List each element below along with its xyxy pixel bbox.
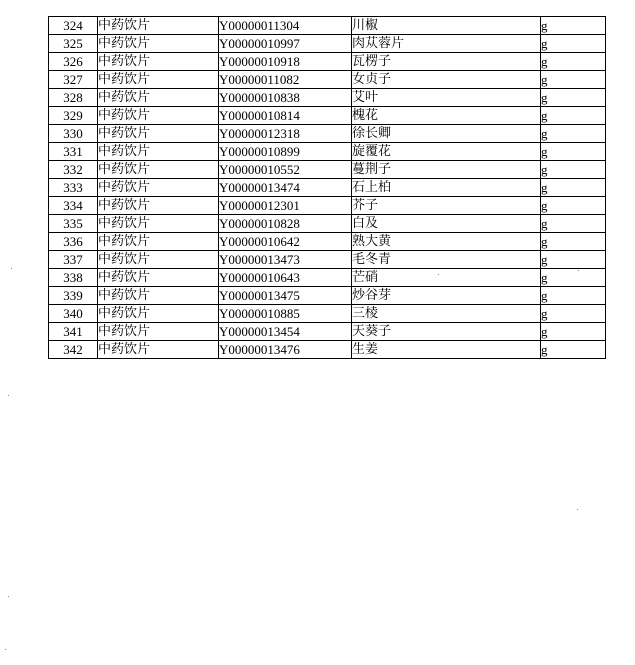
code-cell: Y00000010997 xyxy=(219,35,352,53)
table-row xyxy=(49,89,606,107)
code-cell: Y00000013474 xyxy=(219,179,352,197)
category-cell: 中药饮片 xyxy=(98,125,219,143)
unit-cell: g xyxy=(541,143,606,161)
code-cell: Y00000012301 xyxy=(219,197,352,215)
category-cell: 中药饮片 xyxy=(98,17,219,35)
unit-cell: g xyxy=(541,215,606,233)
table-row xyxy=(49,287,606,305)
unit-cell: g xyxy=(541,323,606,341)
herb-name-cell: 槐花 xyxy=(352,107,541,125)
code-cell: Y00000013475 xyxy=(219,287,352,305)
unit-cell: g xyxy=(541,197,606,215)
row-number-cell: 334 xyxy=(49,197,98,215)
row-number-cell: 324 xyxy=(49,17,98,35)
table-row xyxy=(49,305,606,323)
herb-name-cell: 女贞子 xyxy=(352,71,541,89)
table-row xyxy=(49,197,606,215)
table-row xyxy=(49,143,606,161)
category-cell: 中药饮片 xyxy=(98,251,219,269)
herb-name-cell: 芥子 xyxy=(352,197,541,215)
code-cell: Y00000010918 xyxy=(219,53,352,71)
row-number-cell: 333 xyxy=(49,179,98,197)
code-cell: Y00000013473 xyxy=(219,251,352,269)
herb-name-cell: 毛冬青 xyxy=(352,251,541,269)
row-number-cell: 330 xyxy=(49,125,98,143)
row-number-cell: 326 xyxy=(49,53,98,71)
unit-cell: g xyxy=(541,125,606,143)
row-number-cell: 338 xyxy=(49,269,98,287)
table-row xyxy=(49,125,606,143)
table-row xyxy=(49,233,606,251)
scan-speck xyxy=(438,274,439,275)
category-cell: 中药饮片 xyxy=(98,269,219,287)
herb-name-cell: 肉苁蓉片 xyxy=(352,35,541,53)
unit-cell: g xyxy=(541,17,606,35)
code-cell: Y00000010885 xyxy=(219,305,352,323)
code-cell: Y00000010552 xyxy=(219,161,352,179)
code-cell: Y00000010643 xyxy=(219,269,352,287)
code-cell: Y00000013454 xyxy=(219,323,352,341)
unit-cell: g xyxy=(541,107,606,125)
herb-name-cell: 徐长卿 xyxy=(352,125,541,143)
unit-cell: g xyxy=(541,53,606,71)
table-row xyxy=(49,323,606,341)
row-number-cell: 336 xyxy=(49,233,98,251)
row-number-cell: 327 xyxy=(49,71,98,89)
unit-cell: g xyxy=(541,233,606,251)
code-cell: Y00000010642 xyxy=(219,233,352,251)
herb-name-cell: 旋覆花 xyxy=(352,143,541,161)
herb-name-cell: 瓦楞子 xyxy=(352,53,541,71)
row-number-cell: 340 xyxy=(49,305,98,323)
unit-cell: g xyxy=(541,35,606,53)
unit-cell: g xyxy=(541,305,606,323)
row-number-cell: 335 xyxy=(49,215,98,233)
row-number-cell: 339 xyxy=(49,287,98,305)
table-row xyxy=(49,269,606,287)
category-cell: 中药饮片 xyxy=(98,161,219,179)
category-cell: 中药饮片 xyxy=(98,323,219,341)
code-cell: Y00000010828 xyxy=(219,215,352,233)
table-row xyxy=(49,341,606,359)
table-row xyxy=(49,71,606,89)
code-cell: Y00000012318 xyxy=(219,125,352,143)
category-cell: 中药饮片 xyxy=(98,53,219,71)
unit-cell: g xyxy=(541,71,606,89)
category-cell: 中药饮片 xyxy=(98,71,219,89)
code-cell: Y00000011304 xyxy=(219,17,352,35)
unit-cell: g xyxy=(541,251,606,269)
code-cell: Y00000010899 xyxy=(219,143,352,161)
category-cell: 中药饮片 xyxy=(98,305,219,323)
code-cell: Y00000013476 xyxy=(219,341,352,359)
herb-name-cell: 艾叶 xyxy=(352,89,541,107)
category-cell: 中药饮片 xyxy=(98,215,219,233)
table-row xyxy=(49,215,606,233)
herb-name-cell: 石上柏 xyxy=(352,179,541,197)
category-cell: 中药饮片 xyxy=(98,287,219,305)
scan-speck xyxy=(5,649,6,650)
unit-cell: g xyxy=(541,179,606,197)
unit-cell: g xyxy=(541,161,606,179)
category-cell: 中药饮片 xyxy=(98,107,219,125)
scan-speck xyxy=(8,395,9,396)
row-number-cell: 325 xyxy=(49,35,98,53)
herb-name-cell: 蔓荆子 xyxy=(352,161,541,179)
code-cell: Y00000010814 xyxy=(219,107,352,125)
table-row xyxy=(49,17,606,35)
row-number-cell: 328 xyxy=(49,89,98,107)
category-cell: 中药饮片 xyxy=(98,89,219,107)
unit-cell: g xyxy=(541,89,606,107)
herbal-pieces-table xyxy=(48,16,606,359)
table-row xyxy=(49,161,606,179)
herb-name-cell: 芒硝 xyxy=(352,269,541,287)
category-cell: 中药饮片 xyxy=(98,35,219,53)
row-number-cell: 337 xyxy=(49,251,98,269)
herb-name-cell: 白及 xyxy=(352,215,541,233)
scan-speck xyxy=(578,270,579,271)
row-number-cell: 329 xyxy=(49,107,98,125)
table-row xyxy=(49,35,606,53)
code-cell: Y00000011082 xyxy=(219,71,352,89)
table-row xyxy=(49,107,606,125)
category-cell: 中药饮片 xyxy=(98,197,219,215)
row-number-cell: 331 xyxy=(49,143,98,161)
table-row xyxy=(49,251,606,269)
herb-name-cell: 炒谷芽 xyxy=(352,287,541,305)
code-cell: Y00000010838 xyxy=(219,89,352,107)
table-row xyxy=(49,179,606,197)
row-number-cell: 342 xyxy=(49,341,98,359)
row-number-cell: 332 xyxy=(49,161,98,179)
scan-speck xyxy=(8,596,9,597)
category-cell: 中药饮片 xyxy=(98,143,219,161)
category-cell: 中药饮片 xyxy=(98,233,219,251)
row-number-cell: 341 xyxy=(49,323,98,341)
herb-name-cell: 生姜 xyxy=(352,341,541,359)
category-cell: 中药饮片 xyxy=(98,179,219,197)
unit-cell: g xyxy=(541,269,606,287)
herb-name-cell: 熟大黄 xyxy=(352,233,541,251)
unit-cell: g xyxy=(541,341,606,359)
scan-speck xyxy=(577,509,578,510)
category-cell: 中药饮片 xyxy=(98,341,219,359)
table-row xyxy=(49,53,606,71)
herb-name-cell: 天葵子 xyxy=(352,323,541,341)
scan-speck xyxy=(11,268,12,269)
herb-name-cell: 川椒 xyxy=(352,17,541,35)
herb-name-cell: 三棱 xyxy=(352,305,541,323)
table-body xyxy=(49,17,606,359)
unit-cell: g xyxy=(541,287,606,305)
